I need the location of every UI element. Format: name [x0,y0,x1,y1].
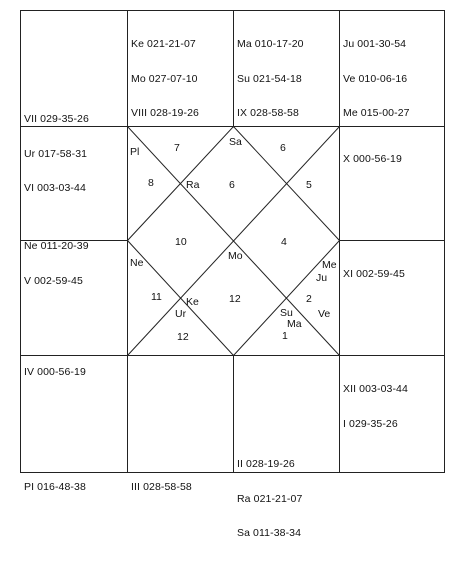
cell-line: Me 015-00-27 [343,107,410,119]
cell-line: II 028-19-26 [237,458,295,470]
planet-label: Me [322,259,337,271]
cell-line: VI 003-03-44 [24,182,86,194]
cell-line: Ve 010-06-16 [343,72,408,85]
cell-line: Ra 021-21-07 [237,492,303,505]
cell-line: X 000-56-19 [343,153,402,165]
cell-house-pl [24,459,86,517]
cell-line: Ma 010-17-20 [237,38,304,50]
cell-line: IV 000-56-19 [24,366,86,378]
cell-house-9 [237,16,304,143]
cell-line: PI 016-48-38 [24,481,86,493]
cell-house-4 [24,344,86,402]
house-number: 2 [306,293,312,305]
cell-line: XI 002-59-45 [343,268,405,280]
cell-line: Mo 027-07-10 [131,72,198,85]
cell-line: Ur 017-58-31 [24,147,88,160]
cell-line: I 029-35-26 [343,417,398,430]
cell-house-5 [24,218,89,310]
cell-house-12 [343,361,408,453]
planet-label: Ra [186,179,200,191]
cell-line: XII 003-03-44 [343,383,408,395]
cell-line: Ju 001-30-54 [343,38,407,50]
cell-line: V 002-59-45 [24,274,83,287]
cell-house-3 [131,459,192,517]
cell-line: III 028-58-58 [131,481,192,493]
cell-line: IX 028-58-58 [237,107,299,119]
house-number: 5 [306,179,312,191]
cell-house-10 [343,131,402,189]
planet-label: Ke [186,296,199,308]
house-number: 10 [175,236,187,248]
house-number: 8 [148,177,154,189]
planet-label: Ve [318,308,331,320]
planet-label: Ur [175,308,187,320]
planet-label: Su [280,307,293,319]
house-number: 11 [151,291,162,303]
cell-house-11 [343,246,405,304]
planet-label: Mo [228,250,243,262]
house-number: 7 [174,142,180,154]
cell-line: Ne 011-20-39 [24,240,89,252]
house-number: 4 [281,236,287,248]
cell-line: Sa 011-38-34 [237,527,302,539]
cell-house-2 [237,436,302,563]
cell-line: VII 029-35-26 [24,113,89,125]
house-number: 12 [177,331,189,343]
house-number: 6 [280,142,286,154]
cell-house-10-planets [343,16,410,143]
planet-label: Pl [130,146,140,158]
planet-label: Ma [287,318,302,330]
planet-label: Ne [130,257,144,269]
cell-house-8 [131,16,199,143]
cell-line: VIII 028-19-26 [131,107,199,119]
planet-label: Sa [229,136,242,148]
house-number: 1 [282,330,288,342]
cell-house-7 [24,91,89,218]
cell-line: Ke 021-21-07 [131,38,196,50]
planet-label: Ju [316,272,328,284]
house-number: 12 [229,293,241,305]
house-number: 6 [229,179,235,191]
cell-line: Su 021-54-18 [237,72,302,85]
